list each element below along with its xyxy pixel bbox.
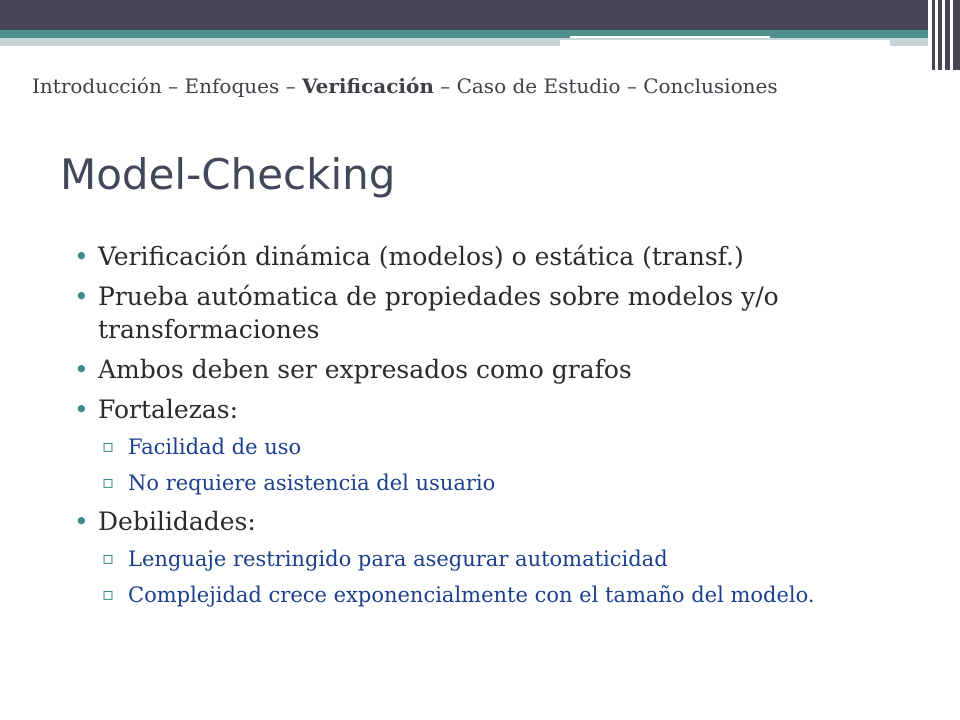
bullet-icon: • [74,355,89,384]
bullet-item [74,393,934,426]
bullet-item [74,240,934,273]
bullet-text: Verificación dinámica (modelos) o estática (transf.) [98,242,744,271]
sub-bullet-text: Facilidad de uso [128,435,302,459]
breadcrumb-separator: – [433,74,457,98]
bullet-item [74,505,934,538]
header-stripe [938,0,942,70]
sub-bullet-text: No requiere asistencia del usuario [128,471,496,495]
bullet-icon: • [74,507,89,536]
bullet-text: Ambos deben ser expresados como grafos [98,355,632,384]
bullet-text: Fortalezas: [98,395,239,424]
sub-bullet-item [74,469,934,497]
bullet-list [74,240,934,617]
header-accent-line [570,36,770,38]
breadcrumb-separator: – [620,74,644,98]
header-accent-line [560,40,890,46]
square-bullet-icon: ▫ [102,584,115,605]
breadcrumb-item: Verificación [301,74,434,98]
header-bar-teal [0,30,960,38]
bullet-item [74,280,934,346]
bullet-icon: • [74,242,89,271]
square-bullet-icon: ▫ [102,548,115,569]
sub-bullet-item [74,433,934,461]
header-stripe [932,0,935,70]
header-stripe [945,0,950,70]
breadcrumb-separator: – [161,74,185,98]
header-bar-dark [0,0,960,30]
sub-bullet-text: Complejidad crece exponencialmente con el tamaño del modelo. [128,583,815,607]
sub-bullet-item [74,545,934,573]
bullet-text: Prueba autómatica de propiedades sobre modelos y/o transformaciones [98,282,779,344]
square-bullet-icon: ▫ [102,436,115,457]
square-bullet-icon: ▫ [102,472,115,493]
header-stripe [953,0,960,70]
header-stripes [928,0,960,70]
sub-bullet-text: Lenguaje restringido para asegurar automaticidad [128,547,668,571]
breadcrumb-item: Caso de Estudio [456,74,621,98]
breadcrumb-separator: – [279,74,302,98]
bullet-item [74,353,934,386]
sub-bullet-item [74,581,934,609]
slide-title: Model-Checking [60,150,396,199]
bullet-text: Debilidades: [98,507,256,536]
breadcrumb-item: Enfoques [184,74,280,98]
breadcrumb [32,74,932,98]
bullet-icon: • [74,282,89,311]
breadcrumb-item: Introducción [32,74,162,98]
bullet-icon: • [74,395,89,424]
breadcrumb-item: Conclusiones [643,74,778,98]
